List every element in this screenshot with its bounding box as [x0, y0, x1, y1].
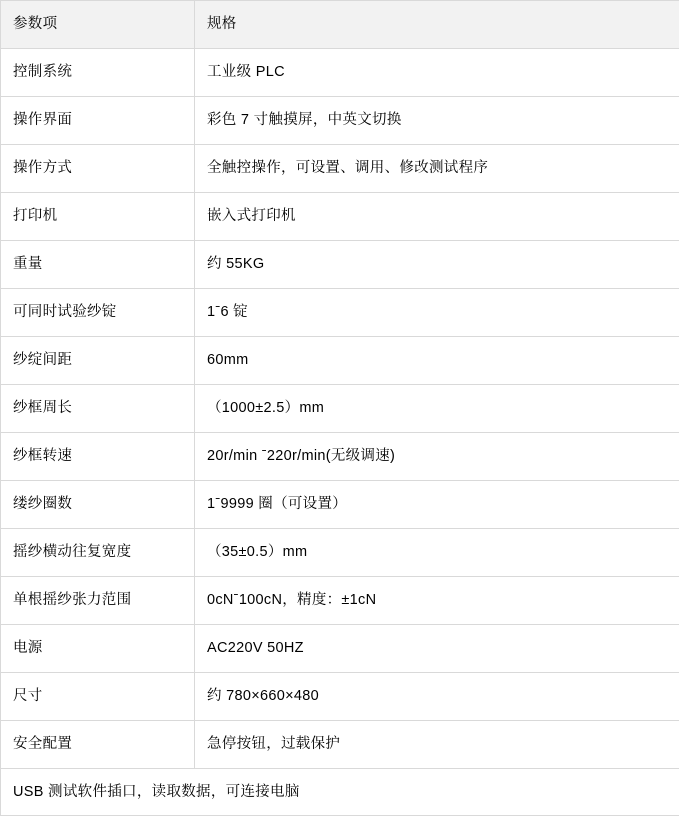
cell-value: 20r/min ˉ220r/min(无级调速) [195, 433, 679, 481]
cell-value: 嵌入式打印机 [195, 193, 679, 241]
cell-parameter: 单根摇纱张力范围 [1, 577, 195, 625]
table-row [1, 289, 679, 337]
cell-parameter: 纱绽间距 [1, 337, 195, 385]
table-header [1, 1, 679, 49]
cell-value: 1ˉ6 锭 [195, 289, 679, 337]
cell-parameter: 操作方式 [1, 145, 195, 193]
cell-parameter: 电源 [1, 625, 195, 673]
cell-parameter: 缕纱圈数 [1, 481, 195, 529]
cell-parameter: 安全配置 [1, 721, 195, 769]
cell-value: 全触控操作，可设置、调用、修改测试程序 [195, 145, 679, 193]
table-row [1, 385, 679, 433]
table-row [1, 193, 679, 241]
cell-parameter: 操作界面 [1, 97, 195, 145]
cell-value: （35±0.5）mm [195, 529, 679, 577]
cell-parameter: 重量 [1, 241, 195, 289]
cell-value: 60mm [195, 337, 679, 385]
column-header-parameter: 参数项 [1, 1, 195, 49]
cell-parameter: 摇纱横动往复宽度 [1, 529, 195, 577]
table-header-row [1, 1, 679, 49]
table-row [1, 97, 679, 145]
table-row [1, 481, 679, 529]
table-row [1, 145, 679, 193]
cell-footer-note: USB 测试软件插口，读取数据，可连接电脑 [1, 769, 679, 816]
table-row [1, 625, 679, 673]
table-row [1, 673, 679, 721]
cell-value: 彩色 7 寸触摸屏，中英文切换 [195, 97, 679, 145]
column-header-specification: 规格 [195, 1, 679, 49]
cell-value: （1000±2.5）mm [195, 385, 679, 433]
table-row [1, 721, 679, 769]
cell-parameter: 纱框周长 [1, 385, 195, 433]
cell-value: 1ˉ9999 圈（可设置） [195, 481, 679, 529]
table-row [1, 337, 679, 385]
cell-parameter: 纱框转速 [1, 433, 195, 481]
cell-value: 约 55KG [195, 241, 679, 289]
cell-value: 约 780×660×480 [195, 673, 679, 721]
cell-parameter: 打印机 [1, 193, 195, 241]
cell-value: 急停按钮，过载保护 [195, 721, 679, 769]
table-row [1, 49, 679, 97]
table-row [1, 577, 679, 625]
cell-value: 工业级 PLC [195, 49, 679, 97]
cell-parameter: 尺寸 [1, 673, 195, 721]
cell-parameter: 可同时试验纱锭 [1, 289, 195, 337]
cell-parameter: 控制系统 [1, 49, 195, 97]
table-row [1, 433, 679, 481]
cell-value: 0cNˉ100cN，精度：±1cN [195, 577, 679, 625]
table-row [1, 241, 679, 289]
table-row [1, 529, 679, 577]
cell-value: AC220V 50HZ [195, 625, 679, 673]
table-footer-row [1, 769, 679, 816]
table-body [1, 49, 679, 816]
